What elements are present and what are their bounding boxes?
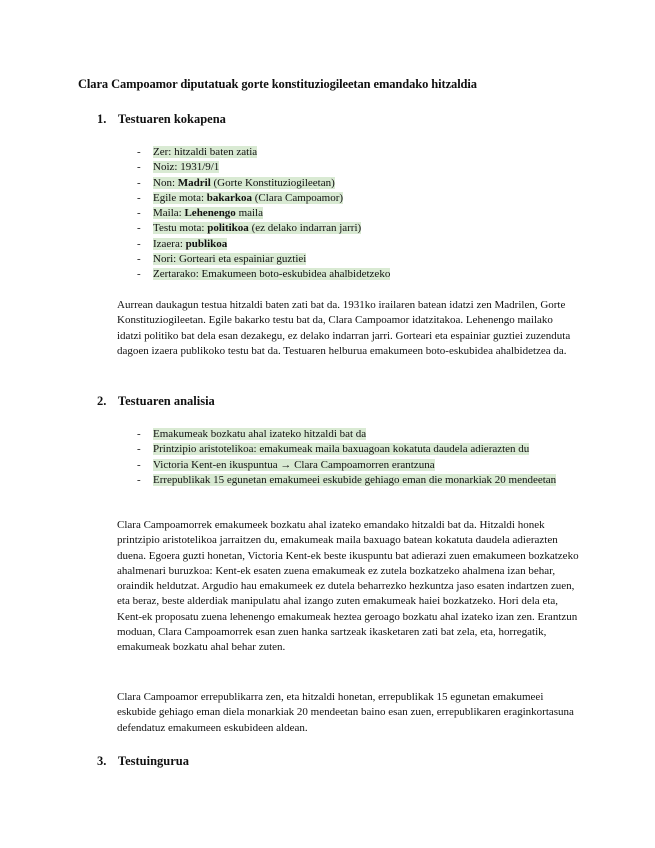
section-1-title: Testuaren kokapena bbox=[117, 112, 226, 126]
section-1-heading bbox=[97, 112, 226, 127]
section-1-paragraph: Aurrean daukagun testua hitzaldi baten zati bat da. 1931ko irailaren batean idatzi zen Madrilen, Gorte Konstituziogileetan. Egile bakarko testu bat da, Clara Campoamor idatzitakoa. Lehenengo mailako idatzi politiko bat dela esan dezakegu, ez delako indarran jarri. Gorteari eta espainiar guztiei zuzenduta dagoen izaera publikoko testu bat da. Testuaren helburua emakumeen boto-eskubidea ahalbidetzea da. bbox=[117, 299, 571, 357]
bullet-dash: - bbox=[137, 443, 141, 456]
bullet-dash: - bbox=[137, 222, 141, 235]
section-2-list bbox=[137, 427, 557, 488]
bullet-dash: - bbox=[137, 146, 141, 158]
bullet-dash: - bbox=[137, 207, 141, 220]
section-2-paragraph-2: Clara Campoamor errepublikarra zen, eta hitzaldi honetan, errepublikak 15 egunetan emakumeei eskubide gehiago eman diela monarkiak 20 mendeetan baino esan zuen, errepublikaren eraginkortasuna defendatuz emakumeen eskubideen aldean. bbox=[117, 691, 574, 734]
list-item: - Egile mota: bakarkoa (Clara Campoamor) bbox=[137, 191, 577, 206]
bullet-dash: - bbox=[137, 191, 141, 204]
section-2-title: Testuaren analisia bbox=[117, 394, 215, 408]
list-item: - Nori: Gorteari eta espainiar guztiei bbox=[137, 252, 577, 267]
list-item: - Printzipio aristotelikoa: emakumeak maila baxuagoan kokatuta daudela adierazten du bbox=[137, 442, 557, 457]
bullet-dash: - bbox=[137, 253, 141, 266]
list-item: - Non: Madril (Gorte Konstituziogileetan) bbox=[137, 176, 577, 191]
list-item: - Maila: Lehenengo maila bbox=[137, 206, 577, 221]
section-3-heading bbox=[97, 754, 189, 769]
document-title: Clara Campoamor diputatuak gorte konstituziogileetan emandako hitzaldia bbox=[78, 77, 477, 91]
bullet-dash: - bbox=[137, 176, 141, 189]
bullet-dash: - bbox=[137, 161, 141, 174]
list-item: - Errepublikak 15 egunetan emakumeei eskubide gehiago eman die monarkiak 20 mendeetan bbox=[137, 473, 557, 488]
list-item: - Testu mota: politikoa (ez delako indarran jarri) bbox=[137, 221, 577, 236]
bullet-dash: - bbox=[137, 458, 141, 471]
section-1-number: 1. bbox=[97, 112, 107, 126]
list-item: - Victoria Kent-en ikuspuntua → Clara Campoamorren erantzuna bbox=[137, 458, 557, 473]
list-item: - Emakumeak bozkatu ahal izateko hitzaldi bat da bbox=[137, 427, 557, 442]
section-2-paragraph-1: Clara Campoamorrek emakumeek bozkatu ahal izateko emandako hitzaldi bat da. Hitzaldi honek printzipio aristotelikoa jarraitzen du, emakumeak maila baxuago batean kokatuta daudela adierazten duena. Egoera guzti honetan, Victoria Kent-ek beste ikuspuntu bat adierazi zuen emakumeen bozkatzeko ahalmenari buruzkoa: Kent-ek esaten zuena emakumeak ez zutela bozkatzeko ahalmena izan behar, oraindik heldutzat. Argudio hau emakumeek ez dutela beharrezko hezkuntza jaso esaten indartzen zuen, eta beraz, beste alderdiak manipulatu ahal izango zuten emakumeak haiei bozkatzeko. Hori dela eta, Kent-ek proposatu zuena lehenengo emakumeak heztea geroago bozkatu ahal izateko izan zen. Erantzun moduan, Clara Campoamorrek esan zuen hanka sartzeak ikasketaren zati bat zela, eta, horregatik, emakumeak bozkatu ahal behar zuten. bbox=[117, 519, 579, 654]
section-2-heading bbox=[97, 394, 215, 409]
list-item: - Zertarako: Emakumeen boto-eskubidea ahalbidetzeko bbox=[137, 267, 577, 282]
list-item: - Zer: hitzaldi baten zatia bbox=[137, 145, 577, 160]
section-3-number: 3. bbox=[97, 754, 107, 768]
section-1-list bbox=[137, 145, 577, 283]
bullet-dash: - bbox=[137, 473, 141, 486]
list-item: - Noiz: 1931/9/1 bbox=[137, 160, 577, 175]
list-item: - Izaera: publikoa bbox=[137, 237, 577, 252]
bullet-dash: - bbox=[137, 237, 141, 250]
bullet-dash: - bbox=[137, 268, 141, 281]
section-2-number: 2. bbox=[97, 394, 107, 408]
section-3-title: Testuingurua bbox=[117, 754, 189, 768]
bullet-dash: - bbox=[137, 428, 141, 440]
